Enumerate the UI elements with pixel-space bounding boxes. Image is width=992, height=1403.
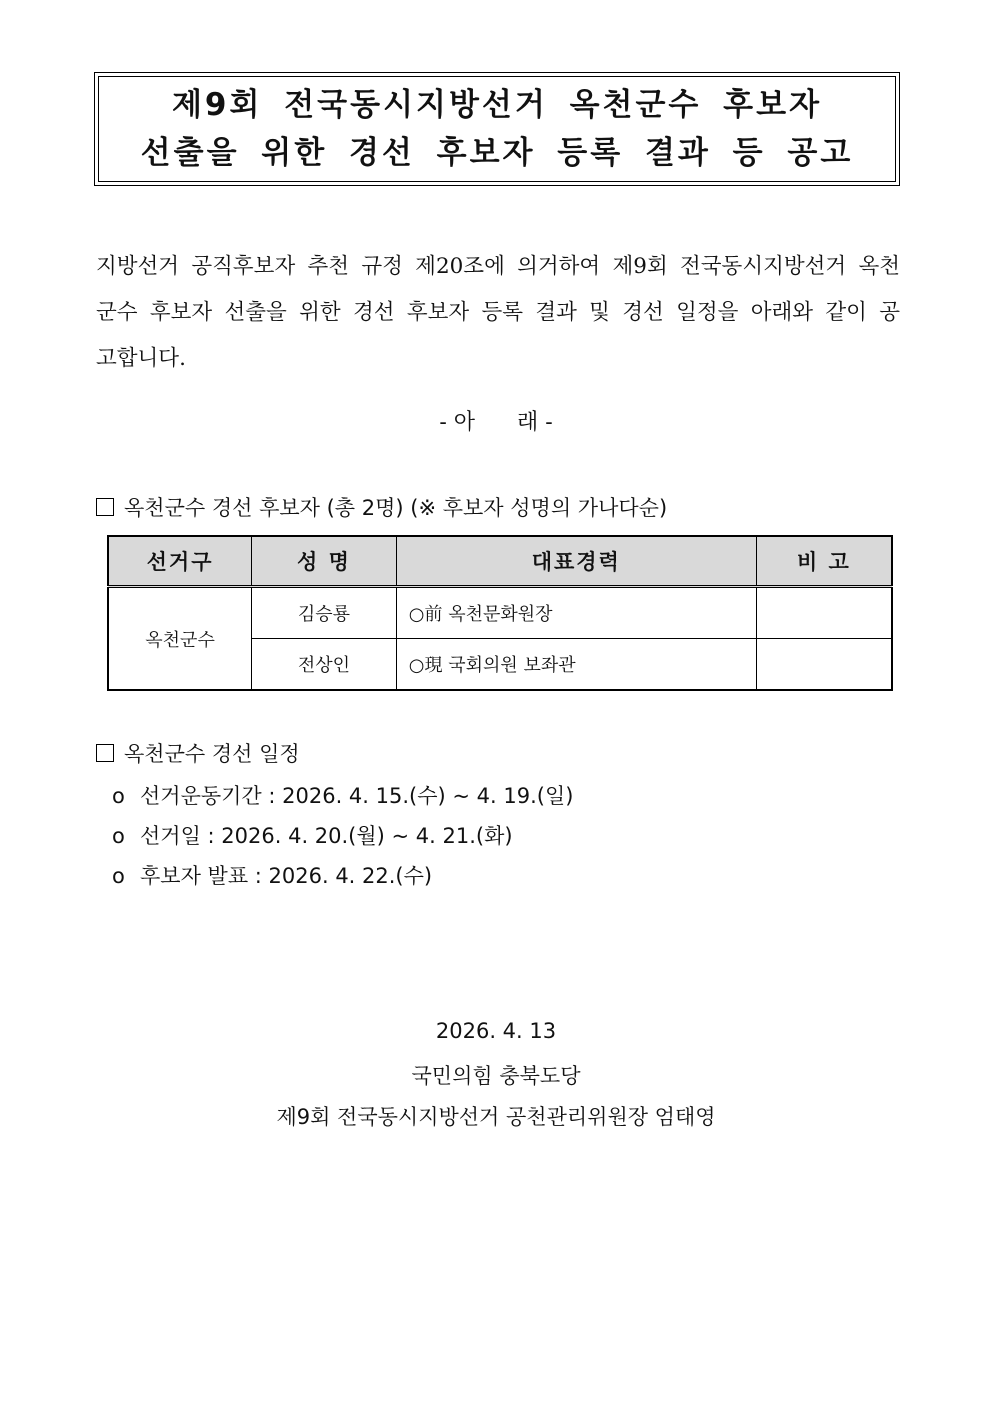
- table-header-row: [108, 536, 892, 587]
- bullet-icon: o: [112, 784, 125, 808]
- schedule-section-heading: [96, 738, 300, 768]
- schedule-item-text: 후보자 발표 : 2026. 4. 22.(수): [140, 864, 433, 888]
- candidate-career: ○現 국회의원 보좌관: [396, 639, 756, 691]
- header-career: 대표경력: [396, 536, 756, 587]
- table-row: [108, 587, 892, 639]
- schedule-item: [112, 820, 513, 850]
- header-name: 성 명: [252, 536, 397, 587]
- checkbox-icon: [96, 744, 114, 762]
- candidate-note: [756, 587, 892, 639]
- schedule-item: [112, 860, 432, 890]
- title-line-1: 제9회 전국동시지방선거 옥천군수 후보자: [171, 87, 823, 123]
- title-box: [94, 72, 900, 186]
- below-marker: - 아 래 -: [439, 410, 553, 435]
- schedule-item: [112, 780, 573, 810]
- candidate-career: ○前 옥천문화원장: [396, 587, 756, 639]
- candidates-section-heading: [96, 492, 667, 522]
- schedule-heading-text: 옥천군수 경선 일정: [124, 742, 300, 766]
- bullet-icon: o: [112, 864, 125, 888]
- candidate-name: 전상인: [252, 639, 397, 691]
- header-district: 선거구: [108, 536, 252, 587]
- candidates-table: [107, 535, 893, 691]
- title-inner-border: [98, 76, 896, 182]
- checkbox-icon: [96, 498, 114, 516]
- candidates-heading-text: 옥천군수 경선 후보자 (총 2명) (※ 후보자 성명의 가나다순): [124, 496, 668, 520]
- candidate-note: [756, 639, 892, 691]
- bullet-icon: o: [112, 824, 125, 848]
- footer-signer: 제9회 전국동시지방선거 공천관리위원장 엄태영: [276, 1105, 716, 1129]
- footer-date: 2026. 4. 13: [435, 1019, 557, 1043]
- schedule-item-text: 선거운동기간 : 2026. 4. 15.(수) ~ 4. 19.(일): [140, 784, 574, 808]
- title-line-2: 선출을 위한 경선 후보자 등록 결과 등 공고: [140, 135, 854, 171]
- district-cell: 옥천군수: [108, 587, 252, 691]
- header-note: 비 고: [756, 536, 892, 587]
- schedule-item-text: 선거일 : 2026. 4. 20.(월) ~ 4. 21.(화): [140, 824, 513, 848]
- intro-paragraph: 지방선거 공직후보자 추천 규정 제20조에 의거하여 제9회 전국동시지방선거 옥천군수 후보자 선출을 위한 경선 후보자 등록 결과 및 경선 일정을 아래와 같이 공고합니다.: [96, 254, 900, 371]
- footer-organization: 국민의힘 충북도당: [411, 1064, 581, 1088]
- candidate-name: 김승룡: [252, 587, 397, 639]
